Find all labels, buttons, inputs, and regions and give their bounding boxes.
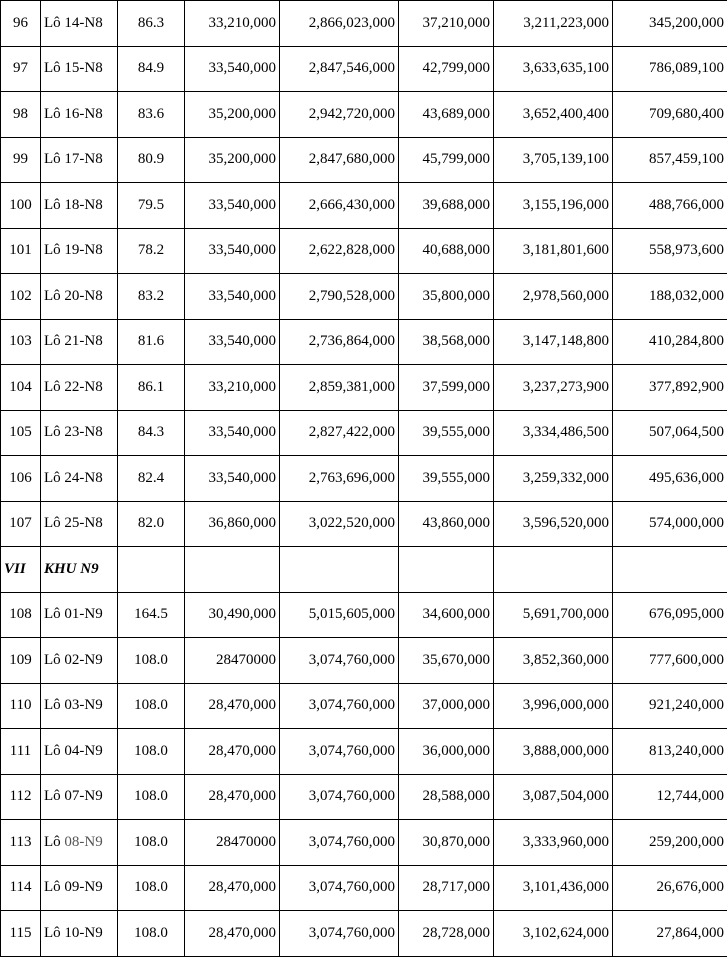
- new-unit-price-cell: 43,689,000: [399, 92, 494, 138]
- row-number-cell: 107: [1, 501, 41, 547]
- total-value-cell: 2,859,381,000: [280, 365, 399, 411]
- row-number-cell: 96: [1, 1, 41, 47]
- table-row: [1, 638, 727, 684]
- table-row: [1, 228, 727, 274]
- lot-name-cell: Lô 17-N8: [41, 137, 118, 183]
- new-unit-price-cell: 43,860,000: [399, 501, 494, 547]
- new-unit-price-cell: 39,555,000: [399, 456, 494, 502]
- difference-cell: 410,284,800: [613, 319, 727, 365]
- table-row: [1, 774, 727, 820]
- row-number-cell: 113: [1, 820, 41, 866]
- new-unit-price-cell: 42,799,000: [399, 46, 494, 92]
- lot-name-cell: Lô 09-N9: [41, 865, 118, 911]
- difference-cell: 921,240,000: [613, 683, 727, 729]
- new-unit-price-cell: 28,717,000: [399, 865, 494, 911]
- area-cell: 108.0: [118, 820, 185, 866]
- unit-price-cell: 33,540,000: [185, 46, 280, 92]
- total-value-cell: 2,790,528,000: [280, 274, 399, 320]
- total-value-cell: 2,866,023,000: [280, 1, 399, 47]
- area-cell: 108.0: [118, 729, 185, 775]
- lot-name-cell: Lô 07-N9: [41, 774, 118, 820]
- row-number-cell: 100: [1, 183, 41, 229]
- area-cell: 86.1: [118, 365, 185, 411]
- row-number-cell: 104: [1, 365, 41, 411]
- table-row: [1, 592, 727, 638]
- total-value-cell: 2,847,680,000: [280, 137, 399, 183]
- row-number-cell: 103: [1, 319, 41, 365]
- lot-name-cell: Lô 14-N8: [41, 1, 118, 47]
- table-row: [1, 911, 727, 957]
- empty-cell: [118, 547, 185, 593]
- new-unit-price-cell: 38,568,000: [399, 319, 494, 365]
- row-number-cell: 102: [1, 274, 41, 320]
- lot-name-cell: Lô 10-N9: [41, 911, 118, 957]
- unit-price-cell: 28470000: [185, 820, 280, 866]
- difference-cell: 377,892,900: [613, 365, 727, 411]
- unit-price-cell: 35,200,000: [185, 137, 280, 183]
- new-total-value-cell: 3,888,000,000: [494, 729, 613, 775]
- total-value-cell: 3,074,760,000: [280, 638, 399, 684]
- new-unit-price-cell: 28,588,000: [399, 774, 494, 820]
- lot-name-cell: Lô 18-N8: [41, 183, 118, 229]
- empty-cell: [494, 547, 613, 593]
- unit-price-cell: 28,470,000: [185, 911, 280, 957]
- unit-price-cell: 35,200,000: [185, 92, 280, 138]
- new-total-value-cell: 3,333,960,000: [494, 820, 613, 866]
- lot-name-cell: Lô 04-N9: [41, 729, 118, 775]
- new-total-value-cell: 3,102,624,000: [494, 911, 613, 957]
- new-unit-price-cell: 35,800,000: [399, 274, 494, 320]
- total-value-cell: 2,763,696,000: [280, 456, 399, 502]
- unit-price-cell: 33,210,000: [185, 1, 280, 47]
- new-total-value-cell: 3,101,436,000: [494, 865, 613, 911]
- unit-price-cell: 33,540,000: [185, 274, 280, 320]
- area-cell: 83.2: [118, 274, 185, 320]
- total-value-cell: 2,736,864,000: [280, 319, 399, 365]
- new-total-value-cell: 3,237,273,900: [494, 365, 613, 411]
- lot-name-cell: Lô 03-N9: [41, 683, 118, 729]
- difference-cell: 26,676,000: [613, 865, 727, 911]
- new-total-value-cell: 3,596,520,000: [494, 501, 613, 547]
- difference-cell: 495,636,000: [613, 456, 727, 502]
- area-cell: 80.9: [118, 137, 185, 183]
- row-number-cell: 111: [1, 729, 41, 775]
- lot-name-cell: Lô 16-N8: [41, 92, 118, 138]
- row-number-cell: 115: [1, 911, 41, 957]
- total-value-cell: 5,015,605,000: [280, 592, 399, 638]
- lot-name-cell: [41, 820, 118, 866]
- lot-name-cell: Lô 25-N8: [41, 501, 118, 547]
- difference-cell: 345,200,000: [613, 1, 727, 47]
- table-row: [1, 410, 727, 456]
- section-header-row: [1, 547, 727, 593]
- total-value-cell: 3,074,760,000: [280, 911, 399, 957]
- new-total-value-cell: 3,087,504,000: [494, 774, 613, 820]
- new-total-value-cell: 2,978,560,000: [494, 274, 613, 320]
- area-cell: 81.6: [118, 319, 185, 365]
- unit-price-cell: 28,470,000: [185, 729, 280, 775]
- unit-price-cell: 33,540,000: [185, 410, 280, 456]
- new-total-value-cell: 3,633,635,100: [494, 46, 613, 92]
- difference-cell: 813,240,000: [613, 729, 727, 775]
- table-row: [1, 183, 727, 229]
- total-value-cell: 2,827,422,000: [280, 410, 399, 456]
- unit-price-cell: 33,540,000: [185, 319, 280, 365]
- table-row: [1, 319, 727, 365]
- area-cell: 108.0: [118, 774, 185, 820]
- unit-price-cell: 28,470,000: [185, 683, 280, 729]
- unit-price-cell: 33,540,000: [185, 456, 280, 502]
- new-total-value-cell: 3,852,360,000: [494, 638, 613, 684]
- new-unit-price-cell: 34,600,000: [399, 592, 494, 638]
- total-value-cell: 3,074,760,000: [280, 683, 399, 729]
- empty-cell: [185, 547, 280, 593]
- table-row: [1, 365, 727, 411]
- row-number-cell: 114: [1, 865, 41, 911]
- row-number-cell: 101: [1, 228, 41, 274]
- lot-name-cell: Lô 24-N8: [41, 456, 118, 502]
- row-number-cell: 112: [1, 774, 41, 820]
- area-cell: 84.3: [118, 410, 185, 456]
- area-cell: 108.0: [118, 911, 185, 957]
- new-total-value-cell: 3,155,196,000: [494, 183, 613, 229]
- unit-price-cell: 30,490,000: [185, 592, 280, 638]
- difference-cell: 777,600,000: [613, 638, 727, 684]
- lot-name-cell: Lô 02-N9: [41, 638, 118, 684]
- table-row: [1, 729, 727, 775]
- difference-cell: 709,680,400: [613, 92, 727, 138]
- unit-price-cell: 28,470,000: [185, 865, 280, 911]
- difference-cell: 12,744,000: [613, 774, 727, 820]
- lot-prefix: Lô: [44, 833, 65, 850]
- total-value-cell: 3,074,760,000: [280, 729, 399, 775]
- table-row: [1, 1, 727, 47]
- table-row: [1, 683, 727, 729]
- area-cell: 83.6: [118, 92, 185, 138]
- row-number-cell: 106: [1, 456, 41, 502]
- lot-name-cell: Lô 19-N8: [41, 228, 118, 274]
- new-unit-price-cell: 39,555,000: [399, 410, 494, 456]
- empty-cell: [280, 547, 399, 593]
- total-value-cell: 3,074,760,000: [280, 865, 399, 911]
- lot-name-cell: Lô 01-N9: [41, 592, 118, 638]
- total-value-cell: 3,074,760,000: [280, 774, 399, 820]
- total-value-cell: 3,074,760,000: [280, 820, 399, 866]
- difference-cell: 857,459,100: [613, 137, 727, 183]
- new-unit-price-cell: 28,728,000: [399, 911, 494, 957]
- new-unit-price-cell: 37,000,000: [399, 683, 494, 729]
- area-cell: 86.3: [118, 1, 185, 47]
- empty-cell: [613, 547, 727, 593]
- new-total-value-cell: 3,996,000,000: [494, 683, 613, 729]
- lot-name-cell: Lô 15-N8: [41, 46, 118, 92]
- new-unit-price-cell: 40,688,000: [399, 228, 494, 274]
- table-row: [1, 137, 727, 183]
- row-number-cell: 108: [1, 592, 41, 638]
- new-total-value-cell: 3,211,223,000: [494, 1, 613, 47]
- lot-code: 08-N9: [64, 833, 103, 850]
- table-row: [1, 46, 727, 92]
- area-cell: 164.5: [118, 592, 185, 638]
- area-cell: 78.2: [118, 228, 185, 274]
- difference-cell: 259,200,000: [613, 820, 727, 866]
- row-number-cell: 98: [1, 92, 41, 138]
- section-title-cell: KHU N9: [41, 547, 118, 593]
- table-row: [1, 274, 727, 320]
- difference-cell: 27,864,000: [613, 911, 727, 957]
- table-row: [1, 456, 727, 502]
- area-cell: 108.0: [118, 865, 185, 911]
- table-row: [1, 92, 727, 138]
- unit-price-cell: 33,540,000: [185, 183, 280, 229]
- new-unit-price-cell: 36,000,000: [399, 729, 494, 775]
- new-total-value-cell: 3,181,801,600: [494, 228, 613, 274]
- table-body: [1, 1, 727, 957]
- row-number-cell: 110: [1, 683, 41, 729]
- total-value-cell: 2,942,720,000: [280, 92, 399, 138]
- lot-name-cell: Lô 21-N8: [41, 319, 118, 365]
- new-total-value-cell: 3,705,139,100: [494, 137, 613, 183]
- row-number-cell: 99: [1, 137, 41, 183]
- table-row: [1, 820, 727, 866]
- difference-cell: 676,095,000: [613, 592, 727, 638]
- section-number-cell: VII: [1, 547, 41, 593]
- unit-price-cell: 28,470,000: [185, 774, 280, 820]
- table-row: [1, 865, 727, 911]
- area-cell: 82.4: [118, 456, 185, 502]
- row-number-cell: 109: [1, 638, 41, 684]
- difference-cell: 558,973,600: [613, 228, 727, 274]
- new-unit-price-cell: 39,688,000: [399, 183, 494, 229]
- unit-price-cell: 33,540,000: [185, 228, 280, 274]
- total-value-cell: 2,666,430,000: [280, 183, 399, 229]
- new-total-value-cell: 3,652,400,400: [494, 92, 613, 138]
- area-cell: 84.9: [118, 46, 185, 92]
- new-unit-price-cell: 45,799,000: [399, 137, 494, 183]
- area-cell: 79.5: [118, 183, 185, 229]
- unit-price-cell: 33,210,000: [185, 365, 280, 411]
- area-cell: 108.0: [118, 683, 185, 729]
- new-total-value-cell: 3,259,332,000: [494, 456, 613, 502]
- unit-price-cell: 28470000: [185, 638, 280, 684]
- table-row: [1, 501, 727, 547]
- difference-cell: 188,032,000: [613, 274, 727, 320]
- new-unit-price-cell: 37,599,000: [399, 365, 494, 411]
- new-total-value-cell: 3,334,486,500: [494, 410, 613, 456]
- empty-cell: [399, 547, 494, 593]
- total-value-cell: 2,847,546,000: [280, 46, 399, 92]
- total-value-cell: 3,022,520,000: [280, 501, 399, 547]
- lot-name-cell: Lô 22-N8: [41, 365, 118, 411]
- lot-name-cell: Lô 23-N8: [41, 410, 118, 456]
- lot-name-cell: Lô 20-N8: [41, 274, 118, 320]
- new-unit-price-cell: 37,210,000: [399, 1, 494, 47]
- area-cell: 82.0: [118, 501, 185, 547]
- new-unit-price-cell: 35,670,000: [399, 638, 494, 684]
- new-total-value-cell: 3,147,148,800: [494, 319, 613, 365]
- new-unit-price-cell: 30,870,000: [399, 820, 494, 866]
- new-total-value-cell: 5,691,700,000: [494, 592, 613, 638]
- difference-cell: 574,000,000: [613, 501, 727, 547]
- area-cell: 108.0: [118, 638, 185, 684]
- row-number-cell: 105: [1, 410, 41, 456]
- unit-price-cell: 36,860,000: [185, 501, 280, 547]
- difference-cell: 488,766,000: [613, 183, 727, 229]
- difference-cell: 507,064,500: [613, 410, 727, 456]
- total-value-cell: 2,622,828,000: [280, 228, 399, 274]
- difference-cell: 786,089,100: [613, 46, 727, 92]
- row-number-cell: 97: [1, 46, 41, 92]
